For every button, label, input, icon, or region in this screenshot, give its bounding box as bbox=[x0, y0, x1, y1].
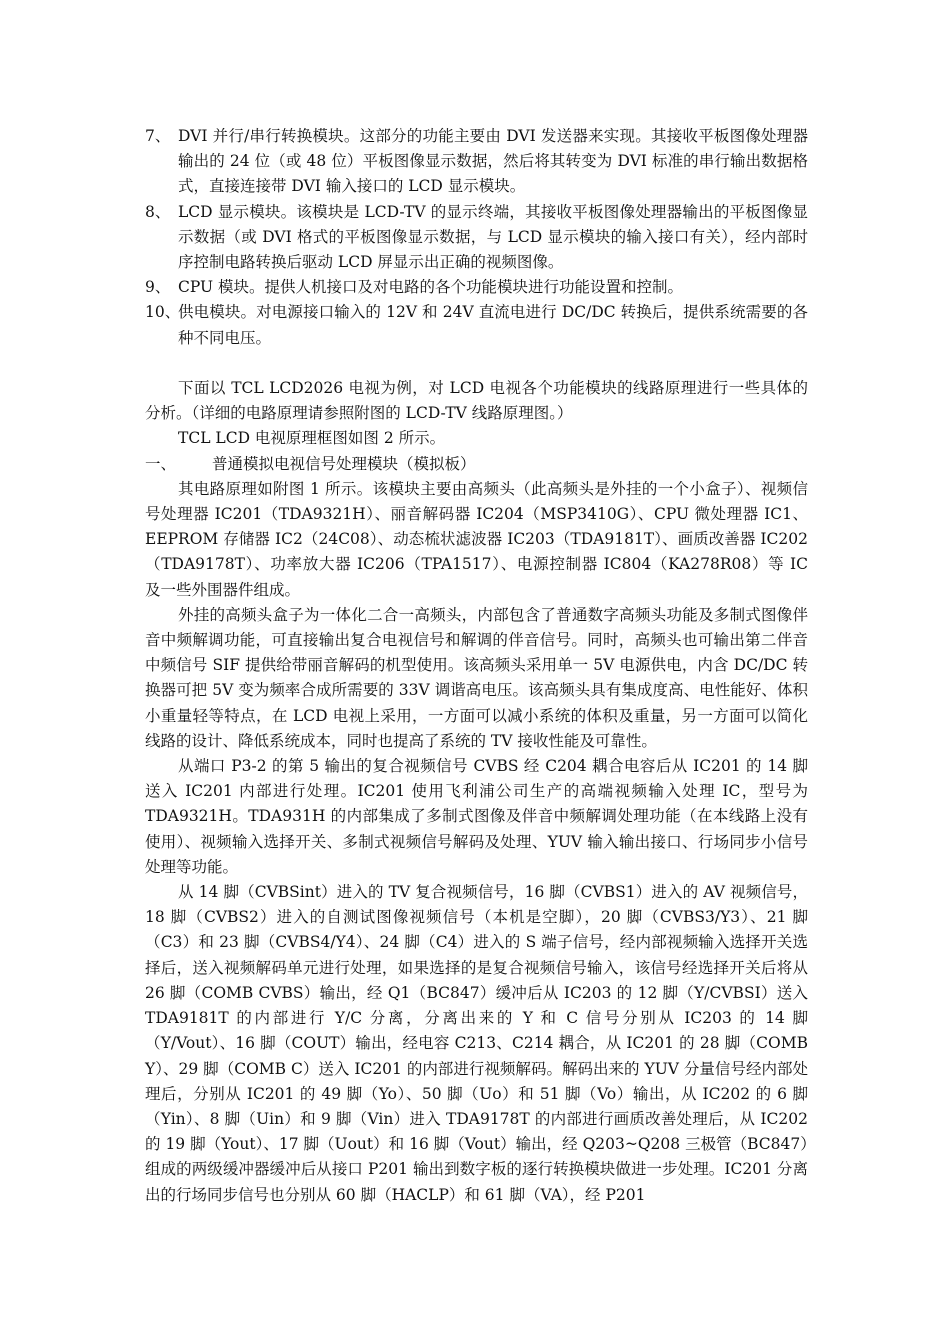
list-number: 10、 bbox=[145, 303, 181, 322]
list-item-7 bbox=[145, 124, 808, 200]
body-paragraph: 从端口 P3-2 的第 5 输出的复合视频信号 CVBS 经 C204 耦合电容后从 IC201 的 14 脚送入 IC201 内部进行处理。IC201 使用飞利浦公司生产的高端视频输入处理 IC，型号为 TDA9321H。TDA931H 的内部集成了多制式图像及伴音中频解调处理功能（在本线路上没有使用）、视频输入选择开关、多制式视频信号解码及处理、YUV 输入输出接口、行场同步小信号处理等功能。 bbox=[145, 757, 808, 876]
intro-paragraph: 下面以 TCL LCD2026 电视为例，对 LCD 电视各个功能模块的线路原理进行一些具体的分析。（详细的电路原理请参照附图的 LCD-TV 线路原理图。） bbox=[145, 379, 808, 423]
list-item-8 bbox=[145, 200, 808, 276]
document-body bbox=[145, 124, 808, 1208]
section-heading bbox=[145, 452, 808, 477]
list-text: DVI 并行/串行转换模块。这部分的功能主要由 DVI 发送器来实现。其接收平板图像处理器输出的 24 位（或 48 位）平板图像显示数据，然后将其转变为 DVI 标准的串行输出数据格式，直接连接带 DVI 输入接口的 LCD 显示模块。 bbox=[178, 127, 808, 196]
body-paragraph: 从 14 脚（CVBSint）进入的 TV 复合视频信号，16 脚（CVBS1）进入的 AV 视频信号，18 脚（CVBS2）进入的自测试图像视频信号（本机是空脚），20 脚（CVBS3/Y3）、21 脚（C3）和 23 脚（CVBS4/Y4）、24 脚（C4）进入的 S 端子信号，经内部视频输入选择开关选择后，送入视频解码单元进行处理，如果选择的是复合视频信号输入，该信号经选择开关后将从 26 脚（COMB CVBS）输出，经 Q1（BC847）缓冲后从 IC203 的 12 脚（Y/CVBSI）送入 TDA9181T 的内部进行 Y/C 分离，分离出来的 Y 和 C 信号分别从 IC203 的 14 脚（Y/Vout）、16 脚（COUT）输出，经电容 C213、C214 耦合，从 IC201 的 28 脚（COMB Y）、29 脚（COMB C）送入 IC201 的内部进行视频解码。解码出来的 YUV 分量信号经内部处理后，分别从 IC201 的 49 脚（Yo）、50 脚（Uo）和 51 脚（Vo）输出，从 IC202 的 6 脚（Yin）、8 脚（Uin）和 9 脚（Vin）进入 TDA9178T 的内部进行画质改善处理后，从 IC202 的 19 脚（Yout）、17 脚（Uout）和 16 脚（Vout）输出，经 Q203~Q208 三极管（BC847）组成的两级缓冲器缓冲后从接口 P201 输出到数字板的逐行转换模块做进一步处理。IC201 分离出的行场同步信号也分别从 60 脚（HACLP）和 61 脚（VA），经 P201 bbox=[145, 883, 808, 1204]
list-text: 供电模块。对电源接口输入的 12V 和 24V 直流电进行 DC/DC 转换后，提供系统需要的各种不同电压。 bbox=[178, 303, 808, 347]
body-paragraph: 外挂的高频头盒子为一体化二合一高频头，内部包含了普通数字高频头功能及多制式图像伴音中频解调功能，可直接输出复合电视信号和解调的伴音信号。同时，高频头也可输出第二伴音中频信号 SIF 提供给带丽音解码的机型使用。该高频头采用单一 5V 电源供电，内含 DC/DC 转换器可把 5V 变为频率合成所需要的 33V 调谐高电压。该高频头具有集成度高、电性能好、体积小重量轻等特点，在 LCD 电视上采用，一方面可以减小系统的体积及重量，另一方面可以简化线路的设计、降低系统成本，同时也提高了系统的 TV 接收性能及可靠性。 bbox=[145, 605, 808, 750]
list-number: 9、 bbox=[145, 278, 171, 297]
figure-reference-paragraph: TCL LCD 电视原理框图如图 2 所示。 bbox=[178, 429, 446, 448]
blank-line bbox=[145, 351, 808, 376]
list-number: 7、 bbox=[145, 127, 171, 145]
list-text: LCD 显示模块。该模块是 LCD-TV 的显示终端，其接收平板图像处理器输出的平板图像显示数据（或 DVI 格式的平板图像显示数据，与 LCD 显示模块的输入接口有关），经内部时序控制电路转换后驱动 LCD 屏显示出正确的视频图像。 bbox=[178, 202, 808, 272]
list-item-9 bbox=[145, 275, 808, 300]
body-paragraph: 其电路原理如附图 1 所示。该模块主要由高频头（此高频头是外挂的一个小盒子）、视频信号处理器 IC201（TDA9321H）、丽音解码器 IC204（MSP3410G）、CPU 微处理器 IC1、EEPROM 存储器 IC2（24C08）、动态梳状滤波器 IC203（TDA9181T）、画质改善器 IC202（TDA9178T）、功率放大器 IC206（TPA1517）、电源控制器 IC804（KA278R08）等 IC 及一些外围器件组成。 bbox=[145, 479, 808, 599]
list-item-10 bbox=[145, 300, 808, 350]
section-title: 普通模拟电视信号处理模块（模拟板） bbox=[212, 454, 476, 473]
list-number: 8、 bbox=[145, 202, 171, 221]
section-number: 一、 bbox=[145, 454, 177, 473]
list-text: CPU 模块。提供人机接口及对电路的各个功能模块进行功能设置和控制。 bbox=[178, 278, 684, 297]
